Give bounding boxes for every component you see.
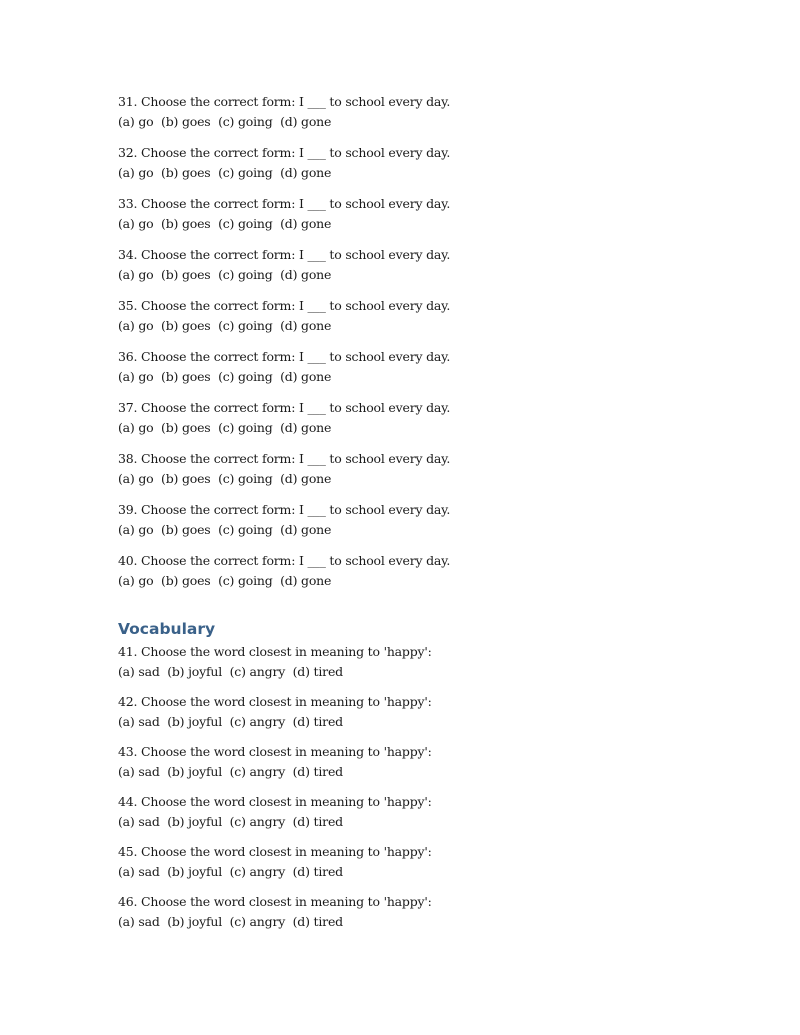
page-content: [118, 92, 738, 942]
section-heading: Vocabulary: [118, 620, 216, 638]
question-options: (a) sad (b) joyful (c) angry (d) tired: [118, 763, 343, 779]
question-item: [118, 398, 738, 437]
question-text: 35. Choose the correct form: I ___ to school every day.: [118, 298, 451, 313]
question-text: 36. Choose the correct form: I ___ to school every day.: [118, 349, 451, 364]
question-options: (a) go (b) goes (c) going (d) gone: [118, 317, 332, 333]
question-text: 41. Choose the word closest in meaning to 'happy':: [118, 644, 432, 659]
question-options: (a) go (b) goes (c) going (d) gone: [118, 266, 332, 282]
question-text: 42. Choose the word closest in meaning to 'happy':: [118, 694, 432, 709]
question-item: [118, 194, 738, 233]
question-options: (a) go (b) goes (c) going (d) gone: [118, 419, 332, 435]
question-item: [118, 347, 738, 386]
question-item: [118, 500, 738, 539]
question-options: (a) sad (b) joyful (c) angry (d) tired: [118, 663, 343, 679]
question-item: [118, 792, 738, 831]
question-text: 31. Choose the correct form: I ___ to school every day.: [118, 94, 451, 109]
question-item: [118, 92, 738, 131]
question-text: 39. Choose the correct form: I ___ to school every day.: [118, 502, 451, 517]
question-options: (a) sad (b) joyful (c) angry (d) tired: [118, 813, 343, 829]
question-item: [118, 551, 738, 590]
question-options: (a) go (b) goes (c) going (d) gone: [118, 215, 332, 231]
question-text: 46. Choose the word closest in meaning to 'happy':: [118, 894, 432, 909]
question-text: 43. Choose the word closest in meaning to 'happy':: [118, 744, 432, 759]
question-options: (a) sad (b) joyful (c) angry (d) tired: [118, 863, 343, 879]
question-text: 34. Choose the correct form: I ___ to school every day.: [118, 247, 451, 262]
question-text: 32. Choose the correct form: I ___ to school every day.: [118, 145, 451, 160]
question-options: (a) sad (b) joyful (c) angry (d) tired: [118, 713, 343, 729]
question-options: (a) go (b) goes (c) going (d) gone: [118, 572, 332, 588]
question-text: 45. Choose the word closest in meaning to 'happy':: [118, 844, 432, 859]
question-item: [118, 642, 738, 681]
question-options: (a) sad (b) joyful (c) angry (d) tired: [118, 913, 343, 929]
question-item: [118, 892, 738, 931]
question-options: (a) go (b) goes (c) going (d) gone: [118, 164, 332, 180]
question-item: [118, 296, 738, 335]
question-text: 40. Choose the correct form: I ___ to school every day.: [118, 553, 451, 568]
question-item: [118, 245, 738, 284]
question-text: 38. Choose the correct form: I ___ to school every day.: [118, 451, 451, 466]
question-text: 37. Choose the correct form: I ___ to school every day.: [118, 400, 451, 415]
question-options: (a) go (b) goes (c) going (d) gone: [118, 113, 332, 129]
question-item: [118, 143, 738, 182]
question-options: (a) go (b) goes (c) going (d) gone: [118, 368, 332, 384]
grammar-section: [118, 92, 738, 590]
question-item: [118, 742, 738, 781]
question-options: (a) go (b) goes (c) going (d) gone: [118, 521, 332, 537]
question-text: 33. Choose the correct form: I ___ to school every day.: [118, 196, 451, 211]
question-item: [118, 692, 738, 731]
vocabulary-section: [118, 619, 738, 931]
question-item: [118, 842, 738, 881]
question-text: 44. Choose the word closest in meaning to 'happy':: [118, 794, 432, 809]
question-options: (a) go (b) goes (c) going (d) gone: [118, 470, 332, 486]
question-item: [118, 449, 738, 488]
